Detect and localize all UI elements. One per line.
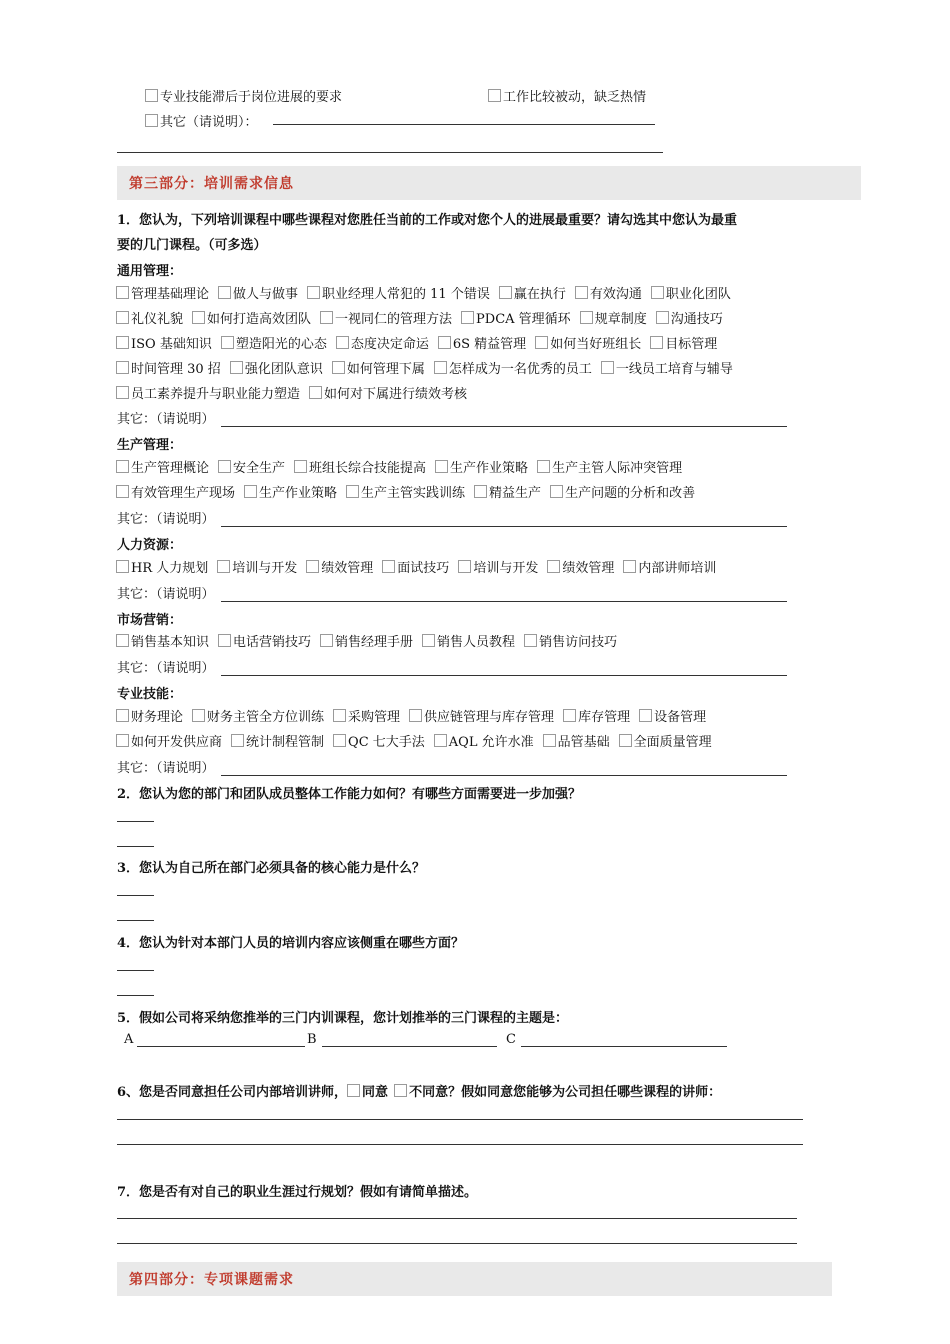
course-option[interactable] [524, 631, 617, 650]
course-option-label: 生产主管人际冲突管理 [552, 460, 683, 476]
other-fill-line[interactable] [221, 587, 787, 602]
course-option[interactable] [333, 706, 400, 725]
course-option[interactable] [192, 706, 324, 725]
checkbox[interactable] [192, 311, 205, 324]
course-option-label: 内部讲师培训 [638, 560, 717, 576]
course-option-label: 有效沟通 [589, 286, 642, 302]
course-option[interactable] [116, 731, 222, 750]
course-option[interactable] [623, 557, 716, 576]
course-option[interactable] [499, 283, 566, 302]
category-other [117, 408, 787, 427]
checkbox[interactable] [461, 311, 474, 324]
checkbox[interactable] [651, 286, 664, 299]
course-option[interactable] [307, 283, 490, 302]
course-option-label: 统计制程管制 [246, 734, 325, 750]
course-option-label: 生产作业策略 [450, 460, 529, 476]
course-option-label: 沟通技巧 [670, 311, 723, 327]
checkbox[interactable] [116, 361, 129, 374]
course-option-label: 有效管理生产现场 [131, 485, 236, 501]
checkbox[interactable] [346, 485, 359, 498]
course-option-row [116, 282, 740, 302]
checkbox[interactable] [116, 709, 129, 722]
course-option[interactable] [537, 457, 682, 476]
q3-text: 3．您认为自己所在部门必须具备的核心能力是什么？ [117, 861, 426, 876]
course-option-label: 全面质量管理 [633, 734, 712, 750]
course-option-label: 怎样成为一名优秀的员工 [448, 361, 592, 377]
course-option-row [116, 307, 732, 327]
course-option[interactable] [580, 308, 647, 327]
course-option-label: 采购管理 [348, 709, 401, 725]
course-option-row [116, 705, 715, 725]
other-fill-line[interactable] [273, 124, 655, 125]
checkbox[interactable] [116, 560, 129, 573]
other-fill-line[interactable] [221, 512, 787, 527]
checkbox[interactable] [116, 460, 129, 473]
checkbox[interactable] [309, 386, 322, 399]
course-option-label: 生产管理概论 [131, 460, 210, 476]
course-option[interactable] [656, 308, 723, 327]
checkbox[interactable] [244, 485, 257, 498]
checkbox[interactable] [320, 311, 333, 324]
course-option[interactable] [116, 308, 183, 327]
course-option-label: 销售访问技巧 [539, 634, 618, 650]
section4-header: 第四部分：专项课题需求 [117, 1262, 832, 1296]
course-option-row [116, 332, 726, 352]
category-title: 人力资源： [117, 538, 183, 553]
q7-answer-line[interactable] [117, 1243, 797, 1244]
course-option-label: 班组长综合技能提高 [309, 460, 427, 476]
course-option[interactable] [217, 557, 297, 576]
course-option[interactable] [336, 333, 429, 352]
course-option-label: 品管基础 [557, 734, 610, 750]
course-option-label: 管理基础理论 [131, 286, 210, 302]
course-option-label: AQL 允许水准 [448, 734, 534, 750]
checkbox[interactable] [332, 361, 345, 374]
checkbox[interactable] [409, 709, 422, 722]
checkbox[interactable] [438, 336, 451, 349]
q5-label-a: A [124, 1032, 134, 1047]
course-option[interactable] [550, 482, 695, 501]
course-option-label: 绩效管理 [321, 560, 374, 576]
agree-checkbox[interactable] [347, 1084, 360, 1097]
course-option[interactable] [320, 631, 413, 650]
course-option[interactable] [116, 333, 212, 352]
checkbox[interactable] [294, 460, 307, 473]
checkbox[interactable] [218, 460, 231, 473]
checkbox[interactable] [650, 336, 663, 349]
course-option-label: ISO 基础知识 [131, 336, 212, 352]
course-option[interactable] [434, 731, 534, 750]
q4-answer-line[interactable] [117, 995, 154, 996]
checkbox[interactable] [320, 634, 333, 647]
category-other [117, 657, 787, 676]
checkbox[interactable] [217, 560, 230, 573]
other-label: 其它：（请说明） [117, 412, 215, 427]
q2-answer-line[interactable] [117, 846, 154, 847]
course-option[interactable] [601, 358, 733, 377]
q6-answer-line[interactable] [117, 1119, 803, 1120]
checkbox[interactable] [563, 709, 576, 722]
course-option[interactable] [639, 706, 706, 725]
q5-label-c: C [506, 1032, 516, 1047]
course-option-row [116, 630, 626, 650]
course-option-label: 库存管理 [578, 709, 631, 725]
checkbox[interactable] [543, 734, 556, 747]
course-option[interactable] [535, 333, 641, 352]
course-option-label: 销售人员教程 [437, 634, 516, 650]
q2-answer-line[interactable] [117, 821, 154, 822]
checkbox[interactable] [307, 286, 320, 299]
course-option[interactable] [218, 283, 298, 302]
checkbox[interactable] [145, 114, 158, 127]
checkbox[interactable] [619, 734, 632, 747]
other-fill-line-2[interactable] [117, 152, 663, 153]
category-title: 生产管理： [117, 438, 183, 453]
check-skill-lag[interactable]: 专业技能滞后于岗位进展的要求 [145, 86, 342, 105]
course-option-label: 礼仪礼貌 [131, 311, 184, 327]
course-option-label: 安全生产 [233, 460, 286, 476]
course-option-label: 强化团队意识 [244, 361, 323, 377]
course-option-label: 生产作业策略 [259, 485, 338, 501]
course-option[interactable] [320, 308, 452, 327]
other-fill-line[interactable] [221, 761, 787, 776]
checkbox[interactable] [434, 361, 447, 374]
q5-text: 5．假如公司将采纳您推举的三门内训课程，您计划推举的三门课程的主题是： [117, 1011, 569, 1026]
checkbox[interactable] [535, 336, 548, 349]
course-option[interactable] [458, 557, 538, 576]
category-title: 市场营销： [117, 613, 183, 628]
course-option-row [116, 730, 721, 750]
checkbox[interactable] [623, 560, 636, 573]
q5-label-b: B [307, 1032, 317, 1047]
checkbox[interactable] [333, 734, 346, 747]
course-option[interactable] [116, 482, 235, 501]
course-option-row [116, 556, 725, 576]
course-option[interactable] [116, 283, 209, 302]
q3-answer-line[interactable] [117, 920, 154, 921]
course-option[interactable] [116, 383, 300, 402]
checkbox[interactable] [116, 386, 129, 399]
course-option[interactable] [434, 358, 592, 377]
course-option-label: 销售经理手册 [335, 634, 414, 650]
other-fill-line[interactable] [221, 661, 787, 676]
checkbox[interactable] [580, 311, 593, 324]
other-label: 其它：（请说明） [117, 587, 215, 602]
course-option-row [116, 357, 742, 377]
course-option[interactable] [435, 457, 528, 476]
course-option-label: 面试技巧 [397, 560, 450, 576]
course-option-label: 职业经理人常犯的 11 个错误 [322, 286, 490, 302]
checkbox[interactable] [458, 560, 471, 573]
course-option-label: 财务理论 [131, 709, 184, 725]
checkbox[interactable] [192, 709, 205, 722]
course-option[interactable] [221, 333, 327, 352]
q7-answer-line[interactable] [117, 1218, 797, 1219]
q1-text-line1: 1．您认为，下列培训课程中哪些课程对您胜任当前的工作或对您个人的进展最重要？请勾选其中您认为最重 [117, 213, 738, 228]
course-option-label: QC 七大手法 [348, 734, 425, 750]
course-option-label: HR 人力规划 [131, 560, 209, 576]
course-option[interactable] [218, 457, 285, 476]
q6-answer-line[interactable] [117, 1144, 803, 1145]
q5-answer-b[interactable] [322, 1046, 497, 1047]
checkbox[interactable] [221, 336, 234, 349]
course-option[interactable] [231, 731, 324, 750]
course-option[interactable] [409, 706, 554, 725]
q7-text: 7．您是否有对自己的职业生涯过行规划？假如有请简单描述。 [117, 1185, 478, 1200]
checkbox[interactable] [333, 709, 346, 722]
checkbox[interactable] [116, 485, 129, 498]
section3-header: 第三部分：培训需求信息 [117, 166, 861, 200]
course-option-label: 做人与做事 [233, 286, 299, 302]
course-option-label: 精益生产 [489, 485, 542, 501]
checkbox[interactable] [218, 634, 231, 647]
q4-answer-line[interactable] [117, 970, 154, 971]
checkbox[interactable] [499, 286, 512, 299]
course-option-label: 绩效管理 [562, 560, 615, 576]
course-option[interactable] [192, 308, 311, 327]
course-option-label: 如何对下属进行绩效考核 [324, 386, 468, 402]
category-title: 通用管理： [117, 264, 183, 279]
checkbox[interactable] [524, 634, 537, 647]
checkbox[interactable] [422, 634, 435, 647]
check-passive[interactable]: 工作比较被动，缺乏热情 [488, 86, 646, 105]
q1-text-line2: 要的几门课程。（可多选） [117, 238, 267, 253]
course-option[interactable] [563, 706, 630, 725]
checkbox[interactable] [639, 709, 652, 722]
course-option-label: 设备管理 [654, 709, 707, 725]
check-other[interactable]: 其它（请说明）： [145, 111, 258, 130]
category-other [117, 757, 787, 776]
course-option[interactable] [306, 557, 373, 576]
course-option-label: 电话营销技巧 [233, 634, 312, 650]
course-option[interactable] [543, 731, 610, 750]
course-option-label: 塑造阳光的心态 [235, 336, 327, 352]
course-option-label: 一线员工培育与辅导 [615, 361, 733, 377]
course-option[interactable] [116, 631, 209, 650]
course-option-label: 供应链管理与库存管理 [424, 709, 555, 725]
other-fill-line[interactable] [221, 412, 787, 427]
checkbox[interactable] [550, 485, 563, 498]
checkbox[interactable] [116, 734, 129, 747]
course-option-label: 培训与开发 [232, 560, 298, 576]
course-option-label: 培训与开发 [473, 560, 539, 576]
category-other [117, 508, 787, 527]
course-option-label: 如何开发供应商 [131, 734, 223, 750]
checkbox[interactable] [231, 734, 244, 747]
other-label: 其它：（请说明） [117, 661, 215, 676]
course-option[interactable] [309, 383, 467, 402]
checkbox[interactable] [656, 311, 669, 324]
course-option-label: 职业化团队 [665, 286, 731, 302]
checkbox[interactable] [488, 89, 501, 102]
course-option-label: 销售基本知识 [131, 634, 210, 650]
course-option[interactable] [438, 333, 526, 352]
course-option-label: 如何打造高效团队 [207, 311, 312, 327]
course-option[interactable] [294, 457, 426, 476]
q5-answer-c[interactable] [521, 1046, 727, 1047]
checkbox[interactable] [336, 336, 349, 349]
course-option[interactable] [547, 557, 614, 576]
course-option[interactable] [650, 333, 717, 352]
q3-answer-line[interactable] [117, 895, 154, 896]
course-option-label: 员工素养提升与职业能力塑造 [131, 386, 301, 402]
course-option-label: PDCA 管理循环 [476, 311, 571, 327]
course-option-label: 赢在执行 [513, 286, 566, 302]
category-other [117, 583, 787, 602]
course-option[interactable] [346, 482, 465, 501]
course-option[interactable] [244, 482, 337, 501]
checkbox[interactable] [434, 734, 447, 747]
course-option-label: 生产主管实践训练 [361, 485, 466, 501]
course-option-label: 如何管理下属 [346, 361, 425, 377]
course-option-label: 6S 精益管理 [452, 336, 527, 352]
checkbox[interactable] [116, 634, 129, 647]
course-option-label: 生产问题的分析和改善 [565, 485, 696, 501]
course-option-label: 态度决定命运 [350, 336, 429, 352]
disagree-checkbox[interactable] [394, 1084, 407, 1097]
course-option[interactable] [116, 706, 183, 725]
checkbox[interactable] [230, 361, 243, 374]
course-option[interactable] [474, 482, 541, 501]
course-option[interactable] [619, 731, 712, 750]
course-option-row [116, 481, 704, 501]
checkbox[interactable] [116, 311, 129, 324]
other-label: 其它：（请说明） [117, 512, 215, 527]
course-option-label: 目标管理 [665, 336, 718, 352]
course-option[interactable] [422, 631, 515, 650]
checkbox[interactable] [575, 286, 588, 299]
course-option[interactable] [116, 358, 221, 377]
course-option-label: 时间管理 30 招 [131, 361, 221, 377]
checkbox[interactable] [218, 286, 231, 299]
course-option[interactable] [332, 358, 425, 377]
course-option-label: 如何当好班组长 [550, 336, 642, 352]
course-option[interactable] [230, 358, 323, 377]
course-option-label: 财务主管全方位训练 [207, 709, 325, 725]
course-option-row [116, 382, 476, 402]
checkbox[interactable] [116, 286, 129, 299]
checkbox[interactable] [435, 460, 448, 473]
course-option[interactable] [461, 308, 571, 327]
checkbox[interactable] [382, 560, 395, 573]
course-option[interactable] [218, 631, 311, 650]
course-option-row [116, 456, 691, 476]
checkbox[interactable] [547, 560, 560, 573]
course-option[interactable] [116, 457, 209, 476]
course-option[interactable] [116, 557, 208, 576]
checkbox[interactable] [474, 485, 487, 498]
course-option[interactable] [382, 557, 449, 576]
checkbox[interactable] [116, 336, 129, 349]
course-option[interactable] [333, 731, 425, 750]
other-label: 其它：（请说明） [117, 761, 215, 776]
q5-answer-a[interactable] [137, 1046, 305, 1047]
category-title: 专业技能： [117, 687, 183, 702]
checkbox[interactable] [537, 460, 550, 473]
checkbox[interactable] [306, 560, 319, 573]
q6-text: 6、您是否同意担任公司内部培训讲师， 同意 不同意？假如同意您能够为公司担任哪些课程的讲师： [117, 1085, 722, 1100]
q2-text: 2．您认为您的部门和团队成员整体工作能力如何？有哪些方面需要进一步加强？ [117, 787, 582, 802]
checkbox[interactable] [601, 361, 614, 374]
course-option[interactable] [651, 283, 731, 302]
q4-text: 4．您认为针对本部门人员的培训内容应该侧重在哪些方面？ [117, 936, 465, 951]
course-option[interactable] [575, 283, 642, 302]
course-option-label: 规章制度 [594, 311, 647, 327]
course-option-label: 一视同仁的管理方法 [335, 311, 453, 327]
checkbox[interactable] [145, 89, 158, 102]
